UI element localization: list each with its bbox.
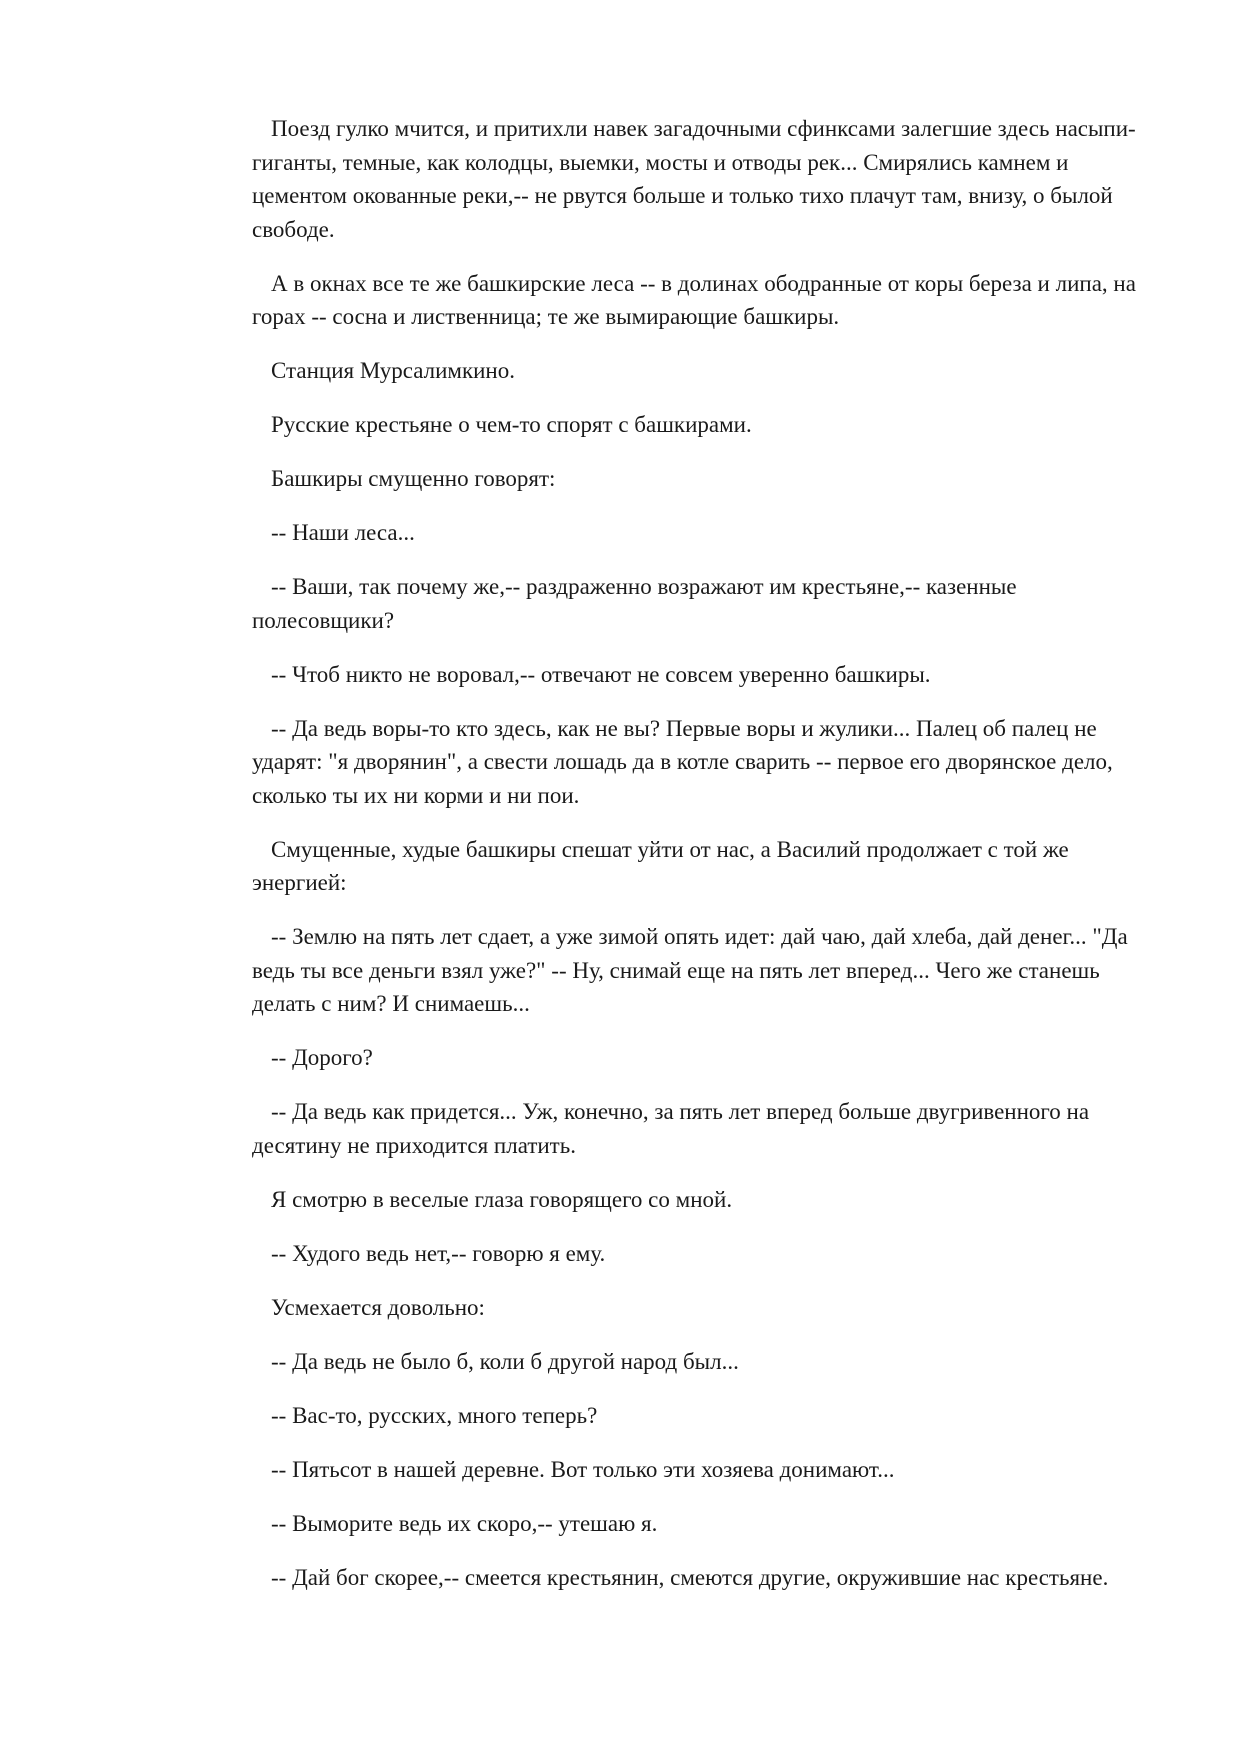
paragraph-12: -- Дорого? [271,1045,373,1070]
paragraph-17: -- Да ведь не было б, коли б другой народ был... [271,1348,739,1374]
paragraph-19: -- Пятьсот в нашей деревне. Вот только эти хозяева донимают... [271,1456,895,1482]
paragraph-14: Я смотрю в веселые глаза говорящего со мной. [271,1186,733,1212]
paragraph-7: -- Ваши, так почему же,-- раздраженно возражают им крестьяне,-- казенные полесовщики? [252,574,1017,633]
paragraph-21: -- Дай бог скорее,-- смеется крестьянин, смеются другие, окружившие нас крестьяне. [271,1564,1109,1590]
paragraph-15: -- Худого ведь нет,-- говорю я ему. [271,1240,606,1266]
paragraph-2: А в окнах все те же башкирские леса -- в долинах ободранные от коры береза и липа, на горах -- сосна и лиственница; те же вымирающие башкиры. [252,270,1136,329]
document-page [252,112,1152,1615]
paragraph-16: Усмехается довольно: [271,1294,485,1320]
paragraph-5: Башкиры смущенно говорят: [271,466,556,491]
paragraph-18: -- Вас-то, русских, много теперь? [271,1402,598,1428]
paragraph-4: Русские крестьяне о чем-то спорят с башкирами. [271,412,752,437]
paragraph-1: Поезд гулко мчится, и притихли навек загадочными сфинксами залегшие здесь насыпи-гиганты, темные, как колодцы, выемки, мосты и отводы рек... Смирялись камнем и цементом окованные реки,-- не рвутся больше и только тихо плачут там, внизу, о былой свободе. [252,116,1136,242]
paragraph-13: -- Да ведь как придется... Уж, конечно, за пять лет вперед больше двугривенного на десятину не приходится платить. [252,1099,1090,1158]
paragraph-10: Смущенные, худые башкиры спешат уйти от нас, а Василий продолжает с той же энергией: [252,836,1069,895]
paragraph-9: -- Да ведь воры-то кто здесь, как не вы? Первые воры и жулики... Палец об палец не ударят: "я дворянин", а свести лошадь да в котле сварить -- первое его дворянское дело, сколько ты их ни корми и ни пои. [252,715,1113,808]
paragraph-3: Станция Мурсалимкино. [271,358,515,383]
paragraph-8: -- Чтоб никто не воровал,-- отвечают не совсем уверенно башкиры. [271,661,931,687]
paragraph-11: -- Землю на пять лет сдает, а уже зимой опять идет: дай чаю, дай хлеба, дай денег... "Да ведь ты все деньги взял уже?" -- Ну, снимай еще на пять лет вперед... Чего же станешь делать с ним? И снимаешь... [252,924,1128,1016]
paragraph-20: -- Выморите ведь их скоро,-- утешаю я. [271,1510,658,1536]
paragraph-6: -- Наши леса... [271,520,415,545]
